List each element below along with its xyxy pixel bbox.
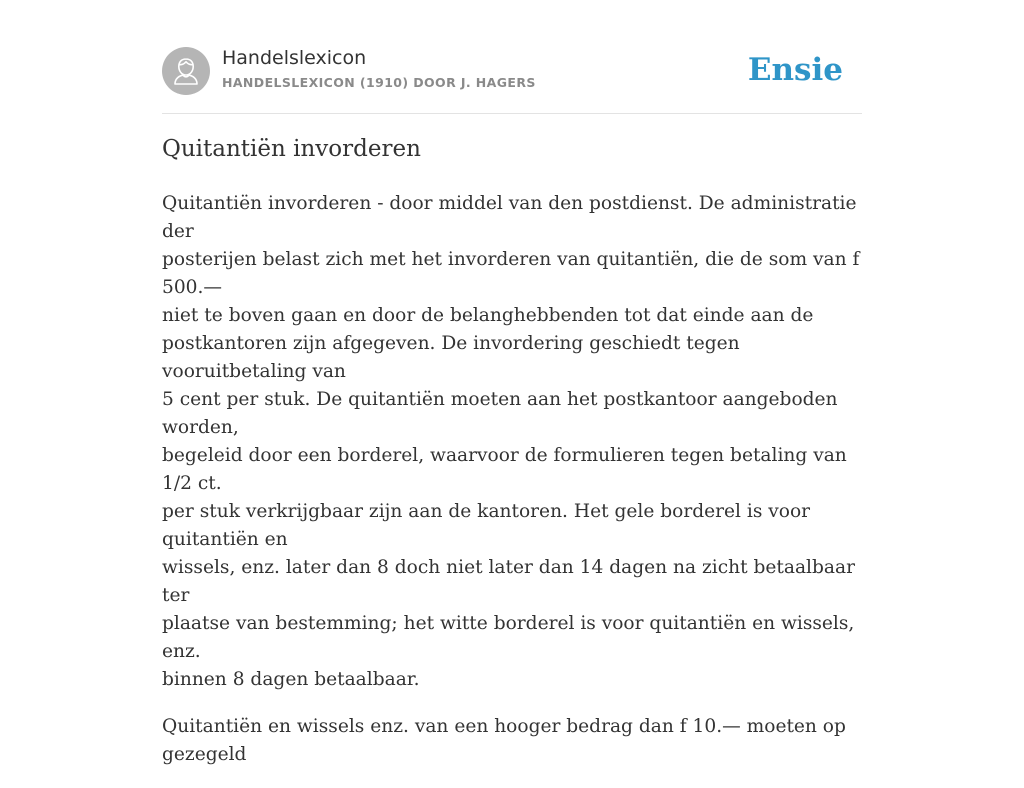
text-line: Quitantiën invorderen - door middel van den postdienst. De administratie der xyxy=(162,193,857,242)
source-name[interactable]: Handelslexicon xyxy=(222,47,367,69)
text-line: 5 cent per stuk. De quitantiën moeten aan het postkantoor aangeboden worden, xyxy=(162,389,838,438)
text-line: posterijen belast zich met het invorderen van quitantiën, die de som van f 500.— xyxy=(162,249,860,298)
text-line: begeleid door een borderel, waarvoor de formulieren tegen betaling van 1/2 ct. xyxy=(162,445,847,494)
ensie-logo[interactable]: Ensie xyxy=(747,52,843,88)
header-divider xyxy=(162,113,862,114)
text-line: Quitantiën en wissels enz. van een hooger bedrag dan f 10.— moeten op gezegeld xyxy=(162,716,846,765)
text-line: postkantoren zijn afgegeven. De invordering geschiedt tegen vooruitbetaling van xyxy=(162,333,740,382)
text-line: per stuk verkrijgbaar zijn aan de kantoren. Het gele borderel is voor quitantiën en xyxy=(162,501,811,550)
text-line: wissels, enz. later dan 8 doch niet later dan 14 dagen na zicht betaalbaar ter xyxy=(162,557,855,606)
avatar[interactable] xyxy=(162,47,210,95)
article-paragraph xyxy=(162,190,862,694)
article-paragraph xyxy=(162,713,862,769)
text-line: binnen 8 dagen betaalbaar. xyxy=(162,669,420,690)
article-title: Quitantiën invorderen xyxy=(162,136,421,162)
source-subtitle[interactable]: HANDELSLEXICON (1910) DOOR J. HAGERS xyxy=(222,75,536,90)
text-line: plaatse van bestemming; het witte borderel is voor quitantiën en wissels, enz. xyxy=(162,613,855,662)
article-body xyxy=(162,190,862,788)
source-header xyxy=(162,46,862,96)
text-line: niet te boven gaan en door de belanghebbenden tot dat einde aan de xyxy=(162,305,814,326)
user-icon xyxy=(162,47,210,95)
